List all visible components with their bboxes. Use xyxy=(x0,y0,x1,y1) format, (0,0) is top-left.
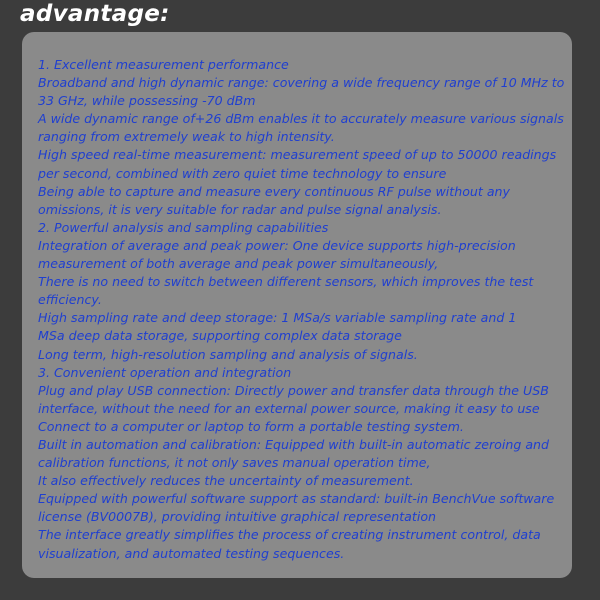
content-line: MSa deep data storage, supporting complex data storage xyxy=(38,328,402,344)
content-line: efficiency. xyxy=(38,292,102,308)
content-line: interface, without the need for an external power source, making it easy to use xyxy=(38,400,540,416)
content-lines xyxy=(38,56,565,563)
content-panel xyxy=(22,32,572,578)
content-line: Broadband and high dynamic range: covering a wide frequency range of 10 MHz to xyxy=(38,75,565,91)
content-line: Built in automation and calibration: Equipped with built-in automatic zeroing and xyxy=(38,436,550,452)
content-line: Equipped with powerful software support as standard: built-in BenchVue software xyxy=(38,491,555,507)
content-line: license (BV0007B), providing intuitive graphical representation xyxy=(38,509,437,525)
content-line: Being able to capture and measure every continuous RF pulse without any xyxy=(38,183,510,199)
content-line: Connect to a computer or laptop to form a portable testing system. xyxy=(38,418,464,434)
content-line: measurement of both average and peak power simultaneously, xyxy=(38,256,439,272)
content-line: Integration of average and peak power: One device supports high-precision xyxy=(38,237,516,253)
content-line: ranging from extremely weak to high intensity. xyxy=(38,129,335,145)
content-line: Plug and play USB connection: Directly power and transfer data through the USB xyxy=(38,382,549,398)
content-line: There is no need to switch between different sensors, which improves the test xyxy=(38,274,534,290)
content-line: calibration functions, it not only saves manual operation time, xyxy=(38,455,431,471)
content-line: 2. Powerful analysis and sampling capabilities xyxy=(38,219,329,235)
content-line: High sampling rate and deep storage: 1 MSa/s variable sampling rate and 1 xyxy=(38,310,517,326)
content-line: High speed real-time measurement: measurement speed of up to 50000 readings xyxy=(38,147,557,163)
section-heading: advantage: xyxy=(20,1,170,27)
content-line: visualization, and automated testing sequences. xyxy=(38,545,345,561)
content-line: Long term, high-resolution sampling and analysis of signals. xyxy=(38,346,418,362)
content-line: 1. Excellent measurement performance xyxy=(38,57,289,72)
content-line: 3. Convenient operation and integration xyxy=(38,364,292,380)
content-line: omissions, it is very suitable for radar and pulse signal analysis. xyxy=(38,201,442,217)
content-line: A wide dynamic range of+26 dBm enables it to accurately measure various signals xyxy=(38,111,564,127)
content-line: It also effectively reduces the uncertainty of measurement. xyxy=(38,473,414,489)
content-line: 33 GHz, while possessing -70 dBm xyxy=(38,93,256,109)
content-line: per second, combined with zero quiet time technology to ensure xyxy=(38,165,447,181)
content-line: The interface greatly simplifies the process of creating instrument control, data xyxy=(38,527,541,543)
